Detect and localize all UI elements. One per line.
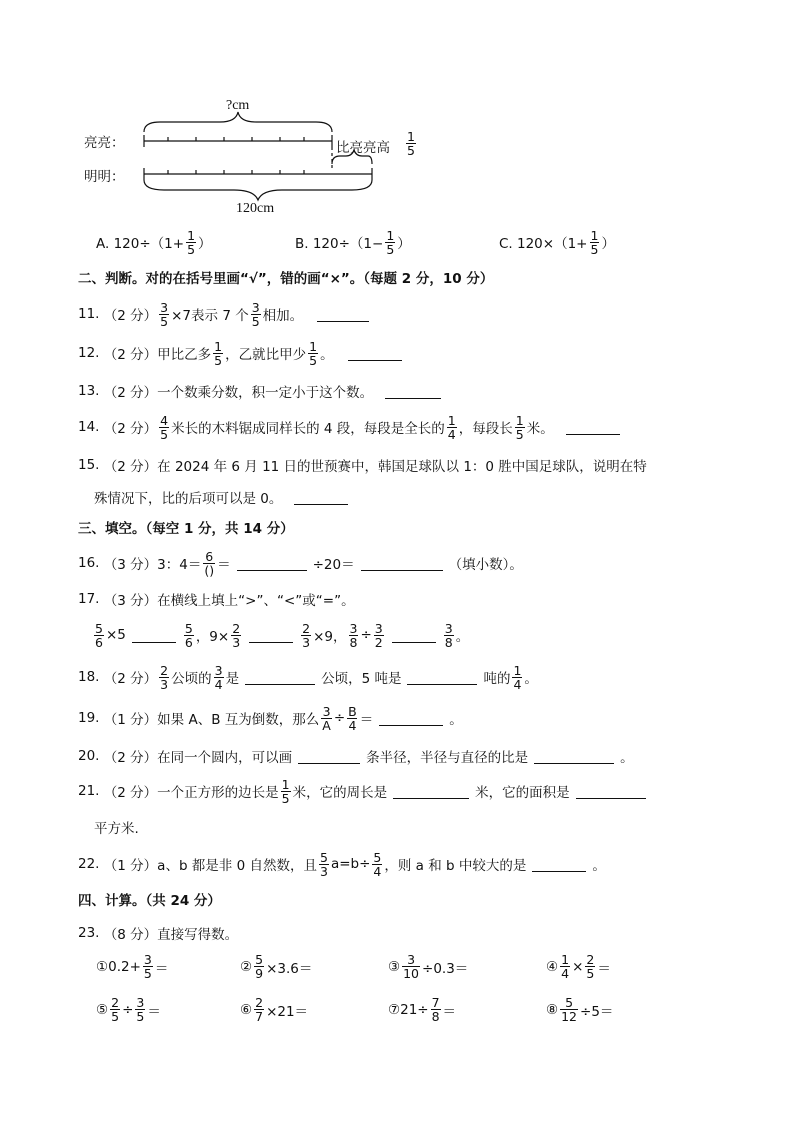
- calc-item-8: ⑧ $\frac{5}{12}$ ÷5＝: [546, 995, 614, 1024]
- calc-item-4: ④ $\frac{1}{4}$ × $\frac{2}{5}$ ＝: [546, 952, 611, 981]
- section-3-title: 三、填空。（每空 1 分，共 14 分）: [78, 521, 294, 537]
- question-21-line-1: 21. （2 分） 一个正方形的边长是 $\frac{1}{5}$ 米，它的周长是 米，它的面积是: [78, 776, 652, 806]
- answer-blank-12[interactable]: [348, 346, 402, 361]
- question-11: 11. （2 分） $\frac{3}{5}$ ×7表示 7 个 $\frac{3}{5}$ 相加。: [78, 299, 375, 329]
- diagram-compare-label: 比亮亮高: [336, 140, 390, 156]
- question-21-line-2: 平方米.: [94, 821, 139, 837]
- answer-blank-16b[interactable]: [361, 556, 443, 571]
- option-c-fraction: $\frac{1}{5}$: [590, 227, 599, 257]
- option-a-fraction: $\frac{1}{5}$: [187, 227, 196, 257]
- diagram-top-label: ?cm: [226, 98, 250, 113]
- diagram-bottom-label: 120cm: [236, 201, 275, 216]
- calc-item-3: ③ $\frac{3}{10}$ ÷0.3＝: [388, 952, 469, 981]
- answer-blank-17b[interactable]: [249, 628, 293, 643]
- question-23: 23. （8 分） 直接写得数。: [78, 925, 239, 943]
- answer-blank-11[interactable]: [317, 307, 369, 322]
- answer-blank-21a[interactable]: [393, 784, 469, 799]
- section-4-title: 四、计算。（共 24 分）: [78, 893, 221, 909]
- answer-blank-22[interactable]: [532, 857, 586, 872]
- option-b-fraction: $\frac{1}{5}$: [386, 227, 395, 257]
- option-b[interactable]: B. 120÷（1− $\frac{1}{5}$ ）: [295, 227, 411, 257]
- answer-blank-15[interactable]: [294, 490, 348, 505]
- diagram-mingming-label: 明明：: [84, 169, 125, 185]
- answer-blank-18a[interactable]: [245, 670, 315, 685]
- question-16: 16. （3 分） 3：4＝ $\frac{6}{()}$ ＝ ÷20＝ （填小数）。: [78, 548, 523, 578]
- section-2-title: 二、判断。对的在括号里画“√”，错的画“×”。（每题 2 分，10 分）: [78, 271, 494, 287]
- diagram-lines: [0, 0, 794, 230]
- answer-blank-14[interactable]: [566, 420, 620, 435]
- question-13: 13. （2 分） 一个数乘分数，积一定小于这个数。: [78, 376, 447, 406]
- diagram-liangliang-label: 亮亮：: [84, 135, 125, 151]
- answer-blank-20a[interactable]: [298, 749, 360, 764]
- option-c[interactable]: C. 120×（1+ $\frac{1}{5}$ ）: [499, 227, 615, 257]
- question-14: 14. （2 分） $\frac{4}{5}$ 米长的木料锯成同样长的 4 段，每段是全长的 $\frac{1}{4}$ ，每段长 $\frac{1}{5}$ 米。: [78, 412, 626, 442]
- calc-item-5: ⑤ $\frac{2}{5}$ ÷ $\frac{3}{5}$ ＝: [96, 995, 161, 1024]
- question-12: 12. （2 分） 甲比乙多 $\frac{1}{5}$ ，乙就比甲少 $\frac{1}{5}$ 。: [78, 338, 408, 368]
- question-20: 20. （2 分） 在同一个圆内，可以画 条半径，半径与直径的比是 。: [78, 748, 634, 766]
- answer-blank-18b[interactable]: [407, 670, 477, 685]
- calc-item-6: ⑥ $\frac{2}{7}$ ×21＝: [240, 995, 309, 1024]
- answer-blank-17c[interactable]: [392, 628, 436, 643]
- answer-blank-21b[interactable]: [576, 784, 646, 799]
- question-18: 18. （2 分） $\frac{2}{3}$ 公顷的 $\frac{3}{4}$ 是 公顷，5 吨是 吨的 $\frac{1}{4}$ 。: [78, 662, 538, 692]
- option-a[interactable]: A. 120÷（1+ $\frac{1}{5}$ ）: [96, 227, 212, 257]
- question-19: 19. （1 分） 如果 A、B 互为倒数，那么 $\frac{3}{A}$ ÷ $\frac{B}{4}$ ＝ 。: [78, 703, 463, 733]
- question-15-line-2: 殊情况下，比的后项可以是 0。: [94, 482, 354, 512]
- question-22: 22. （1 分） a、b 都是非 0 自然数，且 $\frac{5}{3}$ a=b÷ $\frac{5}{4}$ ，则 a 和 b 中较大的是 。: [78, 849, 606, 879]
- calc-item-7: ⑦21÷ $\frac{7}{8}$ ＝: [388, 995, 457, 1024]
- answer-blank-13[interactable]: [385, 384, 441, 399]
- diagram-compare-fraction: $\frac{1}{5}$: [407, 129, 415, 158]
- answer-blank-19[interactable]: [379, 711, 443, 726]
- answer-blank-16a[interactable]: [237, 556, 307, 571]
- question-15-line-1: 15. （2 分） 在 2024 年 6 月 11 日的世预赛中，韩国足球队以 1：0 胜中国足球队，说明在特: [78, 457, 647, 475]
- answer-blank-17a[interactable]: [132, 628, 176, 643]
- calc-item-1: ①0.2+ $\frac{3}{5}$ ＝: [96, 952, 169, 981]
- answer-blank-20b[interactable]: [534, 749, 614, 764]
- question-17: 17. （3 分） 在横线上填上“>”、“<”或“=”。: [78, 591, 355, 609]
- question-17-items: $\frac{5}{6}$ ×5 $\frac{5}{6}$ ，9× $\frac{2}{3}$ $\frac{2}{3}$ ×9， $\frac{3}{8}$ ÷ $\frac{3}{2}$ $\frac{3}{8}$ 。: [95, 620, 470, 650]
- calc-item-2: ② $\frac{5}{9}$ ×3.6＝: [240, 952, 313, 981]
